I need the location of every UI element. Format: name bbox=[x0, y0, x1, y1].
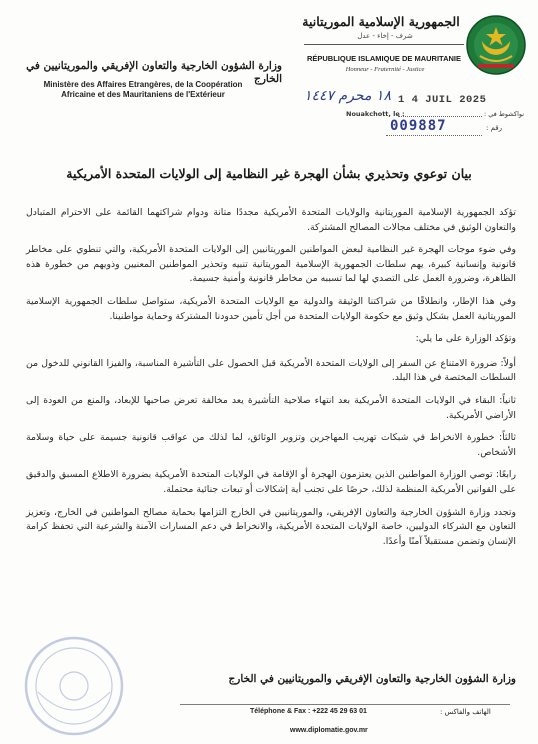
statement-title: بيان توعوي وتحذيري بشأن الهجرة غير النظامية إلى الولايات المتحدة الأمريكية bbox=[66, 166, 472, 181]
national-emblem-icon bbox=[466, 14, 526, 76]
ministry-name-arabic: وزارة الشؤون الخارجية والتعاون الإفريقي والموريتانيين في الخارج bbox=[26, 60, 282, 85]
paragraph-point-first: أولاً: ضرورة الامتناع عن السفر إلى الولايات المتحدة الأمريكية قبل الحصول على التأشيرة المناسبة، والفيزا القانوني للدخول من السلطات المختصة في هذا البلد. bbox=[26, 357, 516, 384]
republic-name-arabic: الجمهورية الإسلامية الموريتانية bbox=[302, 14, 460, 29]
date-label-french: Nouakchott, le : bbox=[346, 110, 405, 118]
motto-arabic: شرف - إخاء - عدل bbox=[357, 32, 413, 40]
paragraph-ministry-confirms: وتؤكد الوزارة على ما يلي: bbox=[415, 333, 516, 345]
number-label-arabic: رقم : bbox=[486, 124, 502, 132]
reference-number: 009887 bbox=[390, 118, 447, 134]
hijri-date-handwritten: ١٨ محرم ١٤٤٧ bbox=[304, 88, 391, 104]
ministry-name-french: Ministère des Affaires Etrangères, de la Coopération Africaine et des Mauritaniens de l'Extérieur bbox=[43, 80, 243, 99]
footer-phone-arabic: الهاتف والفاكس : bbox=[440, 708, 491, 716]
statement-body bbox=[26, 206, 516, 557]
paragraph-closing: وتجدد وزارة الشؤون الخارجية والتعاون الإفريقي، والموريتانيين في الخارج التزامها بحماية مصالح المواطنين في الخارج، وتعزيز التعاون مع الشركاء الدوليين، خاصة الولايات المتحدة الأمريكية، والانخراط في دعم المسارات الآمنة والشرعية التي تحفظ كرامة الإنسان وتضمن مستقبلاً آمنًا وأعدًا. bbox=[26, 506, 516, 547]
gregorian-date-stamp: 1 4 JUIL 2025 bbox=[398, 94, 487, 106]
footer-phone-french: Téléphone & Fax : +222 45 29 63 01 bbox=[250, 708, 367, 715]
paragraph-point-fourth: رابعًا: توصي الوزارة المواطنين الذين يعتزمون الهجرة أو الإقامة في الولايات المتحدة الأمريكية بضرورة الاطلاع المسبق والدقيق على القوانين الأمريكية المنظمة لذلك، حرصًا على تجنب أية إشكالات أو تبعات جنائية محتملة. bbox=[26, 469, 516, 495]
paragraph-migration-waves: وفي ضوء موجات الهجرة غير النظامية لبعض المواطنين الموريتانيين إلى الولايات المتحدة الأمريكية، والتي تنطوي على مخاطر قانونية وإنسانية كبيرة، يهم سلطات الجمهورية الإسلامية الموريتانية تنبيه وتحذير المواطنين المعنيين وذويهم من خطورة هذه الظاهرة، وضرورة العمل على التصدي لها لما تسببه من مخاطر قانونية وأمنية جسيمة. bbox=[26, 244, 516, 285]
paragraph-partnership: تؤكد الجمهورية الإسلامية الموريتانية والولايات المتحدة الأمريكية مجددًا متانة ودوام شراكتهما القائمة على الاحترام المتبادل والتعاون الوثيق في مختلف مجالات المصالح المشتركة. bbox=[26, 207, 516, 233]
date-dotted-line bbox=[398, 116, 482, 117]
date-label-arabic: نواكشوط في : bbox=[484, 110, 525, 118]
footer-divider bbox=[180, 704, 510, 705]
header-divider bbox=[304, 44, 464, 45]
paragraph-point-third: ثالثاً: خطورة الانخراط في شبكات تهريب المهاجرين وتزوير الوثائق، لما لذلك من عواقب قانونية جسيمة على حياة وسلامة الأشخاص. bbox=[26, 432, 516, 458]
motto-french: Honneur - Fraternité - Justice bbox=[345, 66, 425, 73]
paragraph-cooperation: وفي هذا الإطار، وانطلاقًا من شراكتنا الوثيقة والدولية مع الولايات المتحدة الأمريكية، ستواصل سلطات الجمهورية الإسلامية الموريتانية العمل بشكل وثيق مع حكومة الولايات المتحدة من أجل تأمين حدودنا المشتركة وحماية مواطنينا. bbox=[26, 295, 516, 322]
republic-name-french: RÉPUBLIQUE ISLAMIQUE DE MAURITANIE bbox=[306, 54, 462, 63]
footer-website-link[interactable]: www.diplomatie.gov.mr bbox=[290, 727, 368, 734]
number-dotted-line bbox=[386, 135, 482, 136]
official-stamp-icon bbox=[18, 632, 130, 740]
signature-ministry: وزارة الشؤون الخارجية والتعاون الإفريقي والموريتانيين في الخارج bbox=[228, 673, 516, 685]
paragraph-point-second: ثانياً: البقاء في الولايات المتحدة الأمريكية بعد انتهاء صلاحية التأشيرة يعد مخالفة تعرض صاحبها للإبعاد، والمنع من العودة إلى الأراضي الأمريكية. bbox=[26, 394, 516, 421]
